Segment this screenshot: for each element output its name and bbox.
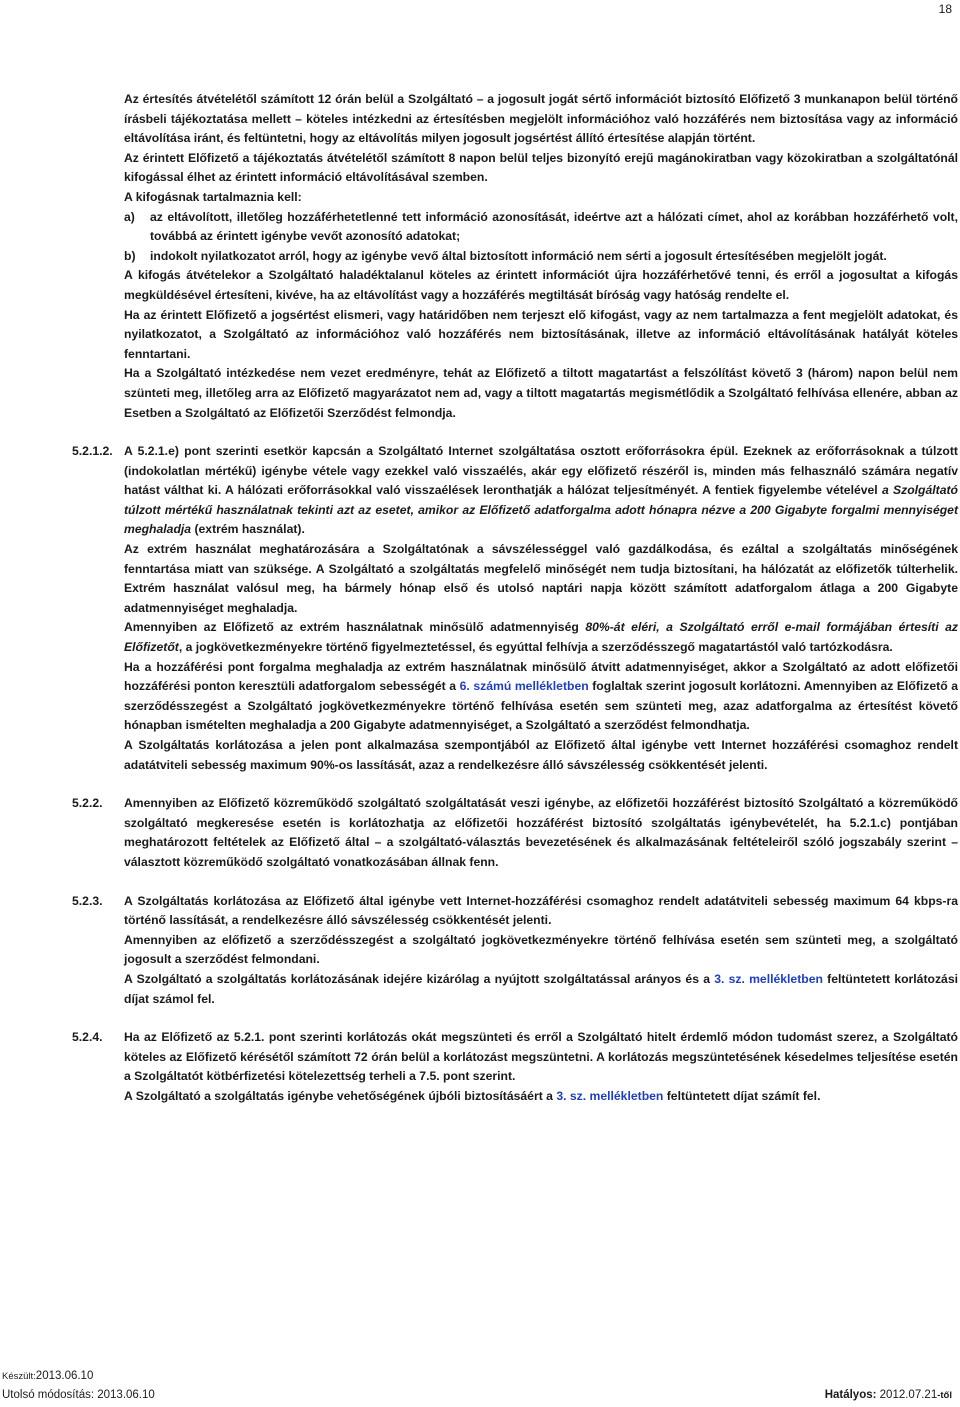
section-number: 5.2.3. xyxy=(72,893,103,908)
section-paragraph: Ha a hozzáférési pont forgalma meghaladja az extrém használatnak minősülő átvitt adatmennyiséget, akkor a Szolgáltató az adott előfizetői hozzáférési ponton keresztüli adatforgalom sebességét a 6. számú mellékletben foglaltak szerint jogosult korlátozni. Amennyiben az Előfizető a szerződésszegést a Szolgáltató jogkövetkezményekre történő felhívása esetén sem szünteti meg, azaz adatforgalma az értesítést követő hónapban ismételten meghaladja a 200 Gigabyte adatmennyiséget, a Szolgáltató a szerződést felmondhatja. xyxy=(124,659,959,733)
list-item-text: az eltávolított, illetőleg hozzáférhetetlenné tett információ azonosítását, ideértve azt a hálózati címet, ahol az korábban hozzáférhető volt, továbbá az érintett igénybe vevőt azonosító adatokat; xyxy=(150,209,958,244)
paragraph-maintain-removal: Ha az érintett Előfizető a jogsértést elismeri, vagy határidőben nem terjeszt elő kifogást, vagy az nem tartalmazza a fent megjelölt adatokat, és nyilatkozatot, a Szolgáltató az információhoz való hozzáférés nem biztosításának, illetve az információ eltávolításának hatályát köteles fenntartani. xyxy=(124,307,958,361)
annex-6-link[interactable]: 6. számú mellékletben xyxy=(459,679,589,694)
section-5-2-1-2 xyxy=(72,442,959,775)
list-item-text: indokolt nyilatkozatot arról, hogy az igénybe vevő által biztosított információ nem sérti a jogosult értesítésében megjelölt jogát. xyxy=(150,248,887,263)
effective-date: 2012.07.21 xyxy=(879,1389,938,1401)
section-5-2-3 xyxy=(72,892,958,1010)
section-number: 5.2.1.2. xyxy=(72,444,113,459)
page-number: 18 xyxy=(938,2,952,16)
footer-created xyxy=(2,1370,93,1382)
paragraph-termination: Ha a Szolgáltató intézkedése nem vezet eredményre, tehát az Előfizető a tiltott magatartást a felszólítást követő 3 (három) napon belül nem szünteti meg, illetőleg arra az Előfizető magyarázatot nem ad, vagy a tiltott magatartás megismétlődik a Szolgáltató felhívása ellenére, abban az Esetben a Szolgáltató az Előfizetői Szerződést felmondja. xyxy=(124,366,958,420)
list-marker: a) xyxy=(124,209,135,224)
paragraph-objection-8-days: Az érintett Előfizető a tájékoztatás átvételétől számított 8 napon belül teljes bizonyító erejű magánokiratban vagy közokiratban a szolgáltatónál kifogással élhet az érintett információ eltávolításával szemben. xyxy=(124,150,958,185)
effective-label: Hatályos: xyxy=(824,1389,880,1401)
section-number: 5.2.2. xyxy=(72,796,103,811)
paragraph-objection-contents-intro: A kifogásnak tartalmaznia kell: xyxy=(124,189,302,204)
paragraph-notification-12h: Az értesítés átvételétől számított 12 órán belül a Szolgáltató – a jogosult jogát sértő információt biztosító Előfizető 3 munkanapon belül történő írásbeli tájékoztatása mellett – köteles intézkedni az értesítésben megjelölt információhoz való hozzáférés nem biztosítása vagy az információ eltávolítása iránt, és feltüntetni, hogy az eltávolítás milyen jogosult jogsértést állító értesítése alapján történt. xyxy=(124,92,958,146)
document-body xyxy=(72,90,959,1107)
section-5-2-4 xyxy=(72,1028,958,1106)
section-paragraph: Amennyiben az Előfizető közreműködő szolgáltató szolgáltatását veszi igénybe, az előfizetői hozzáférést biztosító Szolgáltató a közreműködő szolgáltató megkeresése esetén is korlátozhatja az előfizetői hozzáférést biztosító szolgáltatás igénybevételét, ha 5.2.1.c) pontjában meghatározott feltételek az Előfizető által – a szolgáltató-választás bevezetésének és alkalmazásának feltételeiről szóló jogszabály szerint – választott közreműködő szolgáltató vonatkozásában állnak fenn. xyxy=(124,796,958,869)
modified-date: 2013.06.10 xyxy=(97,1389,155,1401)
footer-effective xyxy=(825,1389,952,1401)
created-date: 2013.06.10 xyxy=(35,1370,94,1382)
annex-3-link[interactable]: 3. sz. mellékletben xyxy=(714,971,823,986)
list-marker: b) xyxy=(124,248,136,263)
paragraph-restore-access: A kifogás átvételekor a Szolgáltató haladéktalanul köteles az érintett információt újra hozzáférhetővé tenni, és erről a jogosultat a kifogás megküldésével értesíteni, kivéve, ha az eltávolítást vagy a hozzáférés megtiltását bíróság vagy hatóság rendelte el. xyxy=(124,268,958,302)
section-5-2-2 xyxy=(72,794,958,872)
section-paragraph: A Szolgáltatás korlátozása a jelen pont alkalmazása szempontjából az Előfizető által igénybe vett Internet hozzáférési csomaghoz rendelt adatátviteli sebesség maximum 90%-os lassítását, azaz a rendelkezésre álló sávszélesség csökkentését jelenti. xyxy=(124,738,958,772)
section-paragraph: Amennyiben az Előfizető az extrém használatnak minősülő adatmennyiség 80%-át eléri, a Szolgáltató erről e-mail formájában értesíti az Előfizetőt, a jogkövetkezményekre történő figyelmeztetéssel, és egyúttal felhívja a szerződésszegő magatartástól való tartózkodásra. xyxy=(124,620,958,655)
annex-3-link[interactable]: 3. sz. mellékletben xyxy=(556,1088,664,1103)
list-item xyxy=(124,208,958,247)
list-item xyxy=(124,247,958,267)
section-paragraph: A Szolgáltató a szolgáltatás igénybe vehetőségének újbóli biztosításáért a 3. sz. mellékletben feltüntetett díjat számít fel. xyxy=(124,1088,821,1103)
modified-label: Utolsó módosítás: xyxy=(2,1389,98,1401)
section-paragraph: A Szolgáltatás korlátozása az Előfizető által igénybe vett Internet-hozzáférési csomaghoz rendelt adatátviteli sebesség maximum 64 kbps-ra történő lassítását, a rendelkezésre álló sávszélesség csökkentését jelenti. xyxy=(124,893,958,928)
effective-suffix: -től xyxy=(937,1390,952,1401)
section-paragraph: A Szolgáltató a szolgáltatás korlátozásának idejére kizárólag a nyújtott szolgáltatással arányos és a 3. sz. mellékletben feltüntetett korlátozási díjat számol fel. xyxy=(124,971,958,1006)
created-label: Készült: xyxy=(2,1371,36,1382)
section-number: 5.2.4. xyxy=(72,1030,103,1045)
section-paragraph: Az extrém használat meghatározására a Szolgáltatónak a sávszélességgel való gazdálkodása, és ezáltal a szolgáltatás minőségének fenntartása miatt van szüksége. A Szolgáltató a szolgáltatás megfelelő minőségét nem tudja biztosítani, ha hálózatát az előfizetők túlterhelik. Extrém használat valósul meg, ha bármely hónap első és utolsó naptári napja között számított adatforgalom átlaga a 200 Gigabyte adatmennyiséget meghaladja. xyxy=(124,542,958,615)
section-paragraph: A 5.2.1.e) pont szerinti esetkör kapcsán a Szolgáltató Internet szolgáltatása osztott erőforrásokra épül. Ezeknek az erőforrásoknak a túlzott (indokolatlan mértékű) igénybe vétele vagy ezekkel való visszaélés, akár egy előfizető részéről is, minden más felhasználó számára negatív hatást válthat ki. A hálózati erőforrásokkal való visszaélések leronthatják a hálózat teljesítményét. A fentiek figyelembe vételével a Szolgáltató túlzott mértékű használatnak tekinti azt az esetet, amikor az Előfizető adatforgalma adott hónapra nézve a 200 Gigabyte forgalmi mennyiséget meghaladja (extrém használat). xyxy=(124,444,958,537)
section-paragraph: Ha az Előfizető az 5.2.1. pont szerinti korlátozás okát megszünteti és erről a Szolgáltató hitelt érdemlő módon tudomást szerez, a Szolgáltató köteles az Előfizető kérésétől számított 72 órán belül a korlátozást megszüntetni. A korlátozás megszüntetésének késedelmes teljesítése esetén a Szolgáltatót kötbérfizetési kötelezettség terheli a 7.5. pont szerint. xyxy=(124,1030,958,1084)
section-paragraph: Amennyiben az előfizető a szerződésszegést a szolgáltató jogkövetkezményekre történő felhívása esetén sem szünteti meg, a szolgáltató jogosult a szerződést felmondani. xyxy=(124,932,958,967)
footer-modified xyxy=(2,1389,155,1401)
